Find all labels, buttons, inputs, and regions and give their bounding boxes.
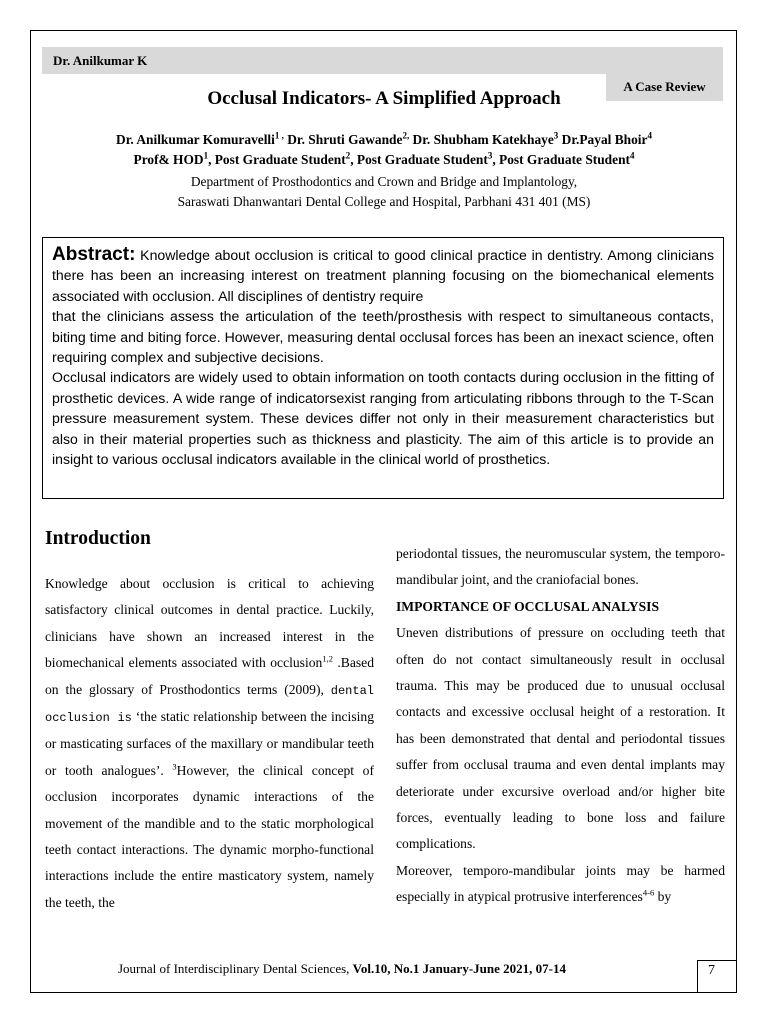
role-mark: 4	[629, 150, 635, 161]
author-role: , Post Graduate Student	[208, 152, 346, 167]
body-text: .Based on the glossary of Prosthodontics terms (2009),	[45, 655, 374, 697]
college-line: Saraswati Dhanwantari Dental College and Hospital, Parbhani 431 401 (MS)	[177, 194, 591, 209]
body-text: ‘the static relationship between the incising or masticating surfaces of the maxillary or mandibular teeth or tooth analogues’.	[45, 709, 374, 778]
abstract-label: Abstract:	[52, 244, 136, 265]
author-list	[0, 130, 768, 170]
author-name: Dr. Anilkumar Komuravelli	[116, 132, 275, 147]
introduction-heading: Introduction	[45, 528, 151, 549]
paper-title: Occlusal Indicators- A Simplified Approach	[207, 88, 561, 109]
body-text: However, the clinical concept of occlusion incorporates dynamic interactions of the movement of the mandible and to the static morphological teeth contact interactions. The dynamic morpho-functional interactions include the entire masticatory system, namely the teeth, the	[45, 762, 374, 910]
abstract-text: Knowledge about occlusion is critical to good clinical practice in dentistry. Among clinicians there has been an increasing interest on treatment planning focusing on the biomechanical elements associated with occlusion. All disciplines of dentistry require	[52, 247, 715, 304]
body-paragraph	[396, 858, 725, 911]
citation-ref: 1,2	[322, 653, 333, 664]
body-text: Moreover, temporo-mandibular joints may be harmed especially in atypical protrusive interferences	[396, 862, 725, 905]
author-affiliation-mark: 3	[553, 130, 559, 141]
author-role: , Post Graduate Student	[350, 152, 488, 167]
abstract-box	[42, 237, 724, 499]
author-affiliation-mark: 2,	[402, 130, 410, 141]
abstract-paragraph: that the clinicians assess the articulation of the teeth/prosthesis with respect to simultaneous contacts, biting time and biting force. However, measuring dental occlusal forces has been an inexact science, often requiring complex and subjective decisions.	[52, 308, 714, 366]
right-column	[396, 541, 725, 911]
citation-ref: 3	[172, 761, 177, 772]
introduction-paragraph	[45, 571, 374, 916]
author-affiliation-mark: 1 ,	[274, 130, 284, 141]
journal-volume: Vol.10, No.1 January-June 2021, 07-14	[352, 961, 566, 976]
journal-footer	[118, 961, 566, 977]
author-role: Prof& HOD	[133, 152, 204, 167]
body-paragraph: Uneven distributions of pressure on occluding teeth that often do not contact simultaneously result in occlusal trauma. This may be produced due to unusual occlusal contacts and excessive occlusal height of a restoration. It has been demonstrated that dental and periodontal tissues suffer from occlusal trauma and even dental implants may deteriorate under excursive overload and/or higher bite forces, eventually leading to bone loss and failure complications.	[396, 625, 725, 852]
abstract-paragraph: Occlusal indicators are widely used to obtain information on tooth contacts during occlusion in the fitting of prosthetic devices. A wide range of indicatorsexist ranging from articulating ribbons through to the T-Scan pressure measurement system. These devices differ not only in their measurement characteristics but also in their material properties such as thickness and plasticity. The aim of this article is to provide an insight to various occlusal indicators available in the clinical world of prosthetics.	[52, 369, 714, 468]
role-mark: 3	[487, 150, 493, 161]
left-column	[45, 571, 374, 916]
author-role: , Post Graduate Student	[492, 152, 630, 167]
author-names-line	[0, 130, 768, 150]
section-heading: IMPORTANCE OF OCCLUSAL ANALYSIS	[396, 598, 660, 614]
body-text: by	[654, 889, 672, 905]
author-affiliation-mark: 4	[647, 130, 652, 141]
continuation-paragraph: periodontal tissues, the neuromuscular system, the temporo-mandibular joint, and the craniofacial bones.	[396, 546, 725, 588]
header-author: Dr. Anilkumar K	[53, 53, 148, 68]
journal-name: Journal of Interdisciplinary Dental Sciences,	[118, 961, 353, 976]
role-mark: 1	[203, 150, 209, 161]
author-roles-line	[0, 150, 768, 170]
role-mark: 2	[345, 150, 351, 161]
abstract-paragraph	[52, 245, 714, 306]
body-text: Knowledge about occlusion is critical to achieving satisfactory clinical outcomes in dental practice. Luckily, clinicians have shown an increased interest in the biomechanical elements associated with occlusion	[45, 576, 374, 671]
citation-ref: 4-6	[642, 887, 655, 898]
author-name: Dr.Payal Bhoir	[558, 132, 648, 147]
author-name: Dr. Shubham Katekhaye	[409, 132, 554, 147]
department-line: Department of Prosthodontics and Crown and Bridge and Implantology,	[190, 174, 578, 189]
affiliation	[0, 172, 768, 212]
term-text: dental occlusion is	[45, 683, 374, 726]
author-name: Dr. Shruti Gawande	[283, 132, 403, 147]
page-number: 7	[697, 960, 737, 993]
case-review-label: A Case Review	[606, 73, 723, 101]
